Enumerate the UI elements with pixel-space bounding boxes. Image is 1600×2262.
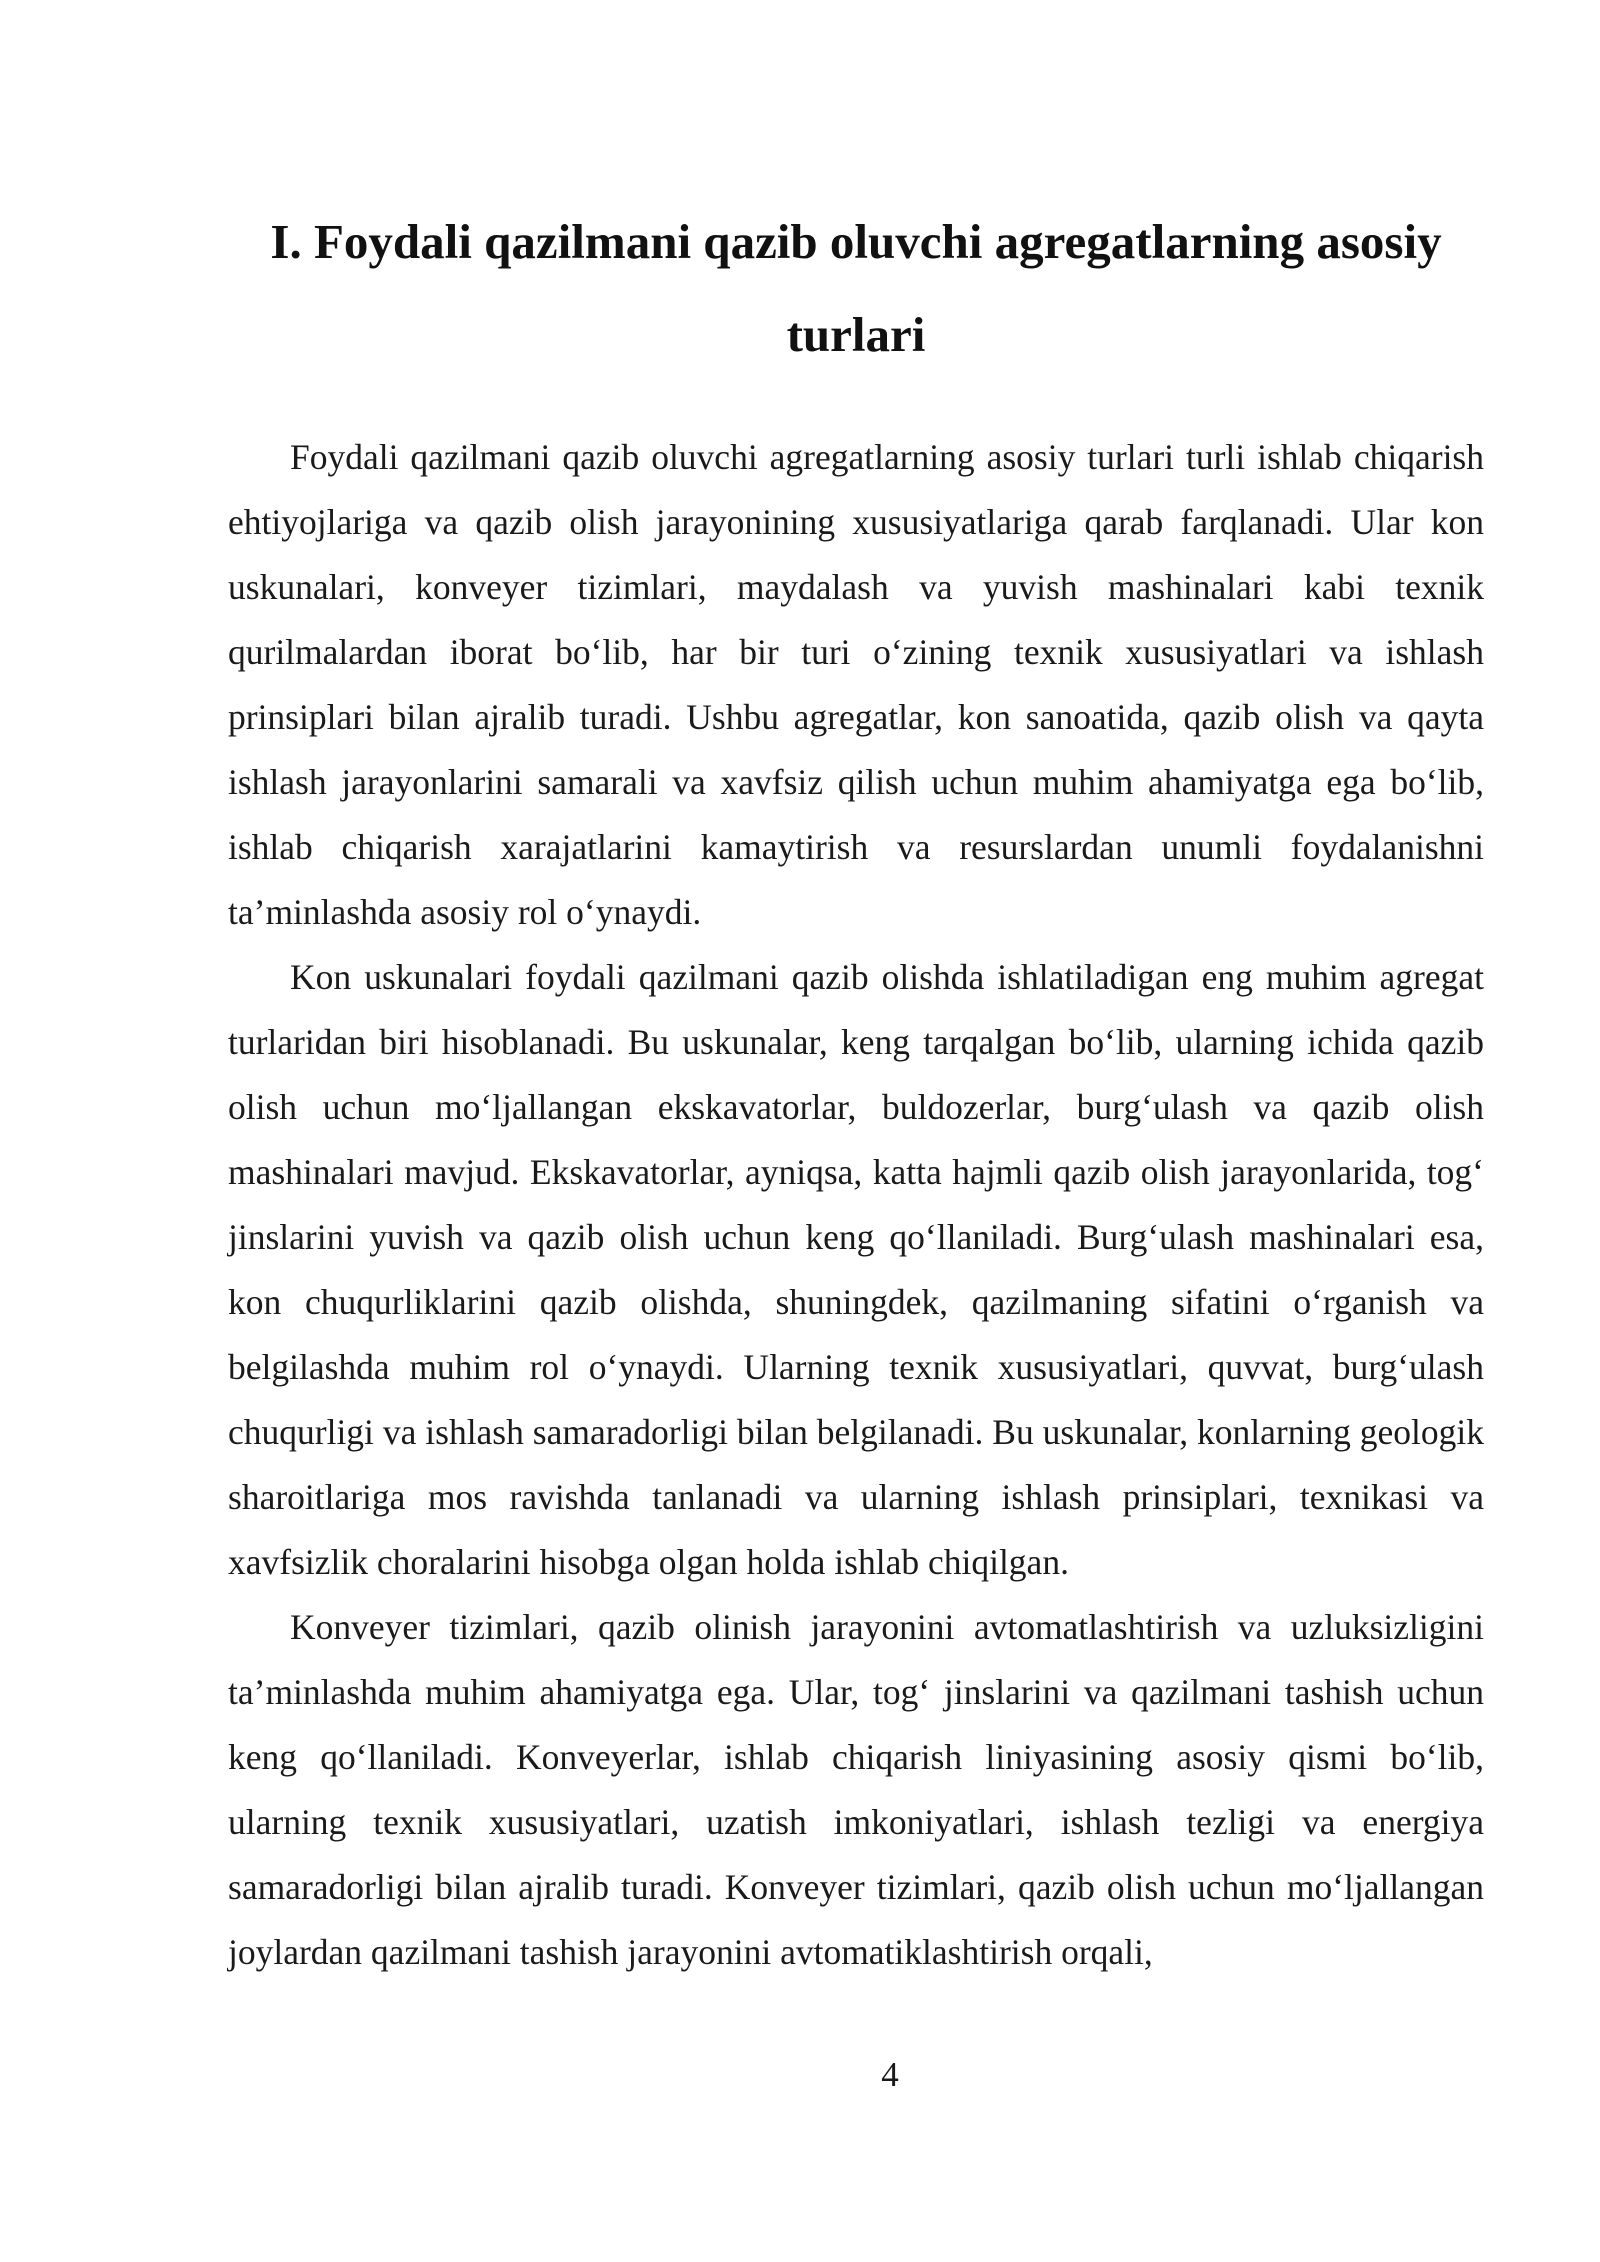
- page-number: 4: [881, 2055, 899, 2094]
- section-title: I. Foydali qazilmani qazib oluvchi agregatlarning asosiy turlari: [270, 214, 1442, 362]
- body-text: [228, 425, 1484, 1985]
- paragraph: Kon uskunalari foydali qazilmani qazib olishda ishlatiladigan eng muhim agregat turlaridan biri hisoblanadi. Bu uskunalar, keng tarqalgan bo‘lib, ularning ichida qazib olish uchun mo‘ljallangan ekskavatorlar, buldozerlar, burg‘ulash va qazib olish mashinalari mavjud. Ekskavatorlar, ayniqsa, katta hajmli qazib olish jarayonlarida, tog‘ jinslarini yuvish va qazib olish uchun keng qo‘llaniladi. Burg‘ulash mashinalari esa, kon chuqurliklarini qazib olishda, shuningdek, qazilmaning sifatini o‘rganish va belgilashda muhim rol o‘ynaydi. Ularning texnik xususiyatlari, quvvat, burg‘ulash chuqurligi va ishlash samaradorligi bilan belgilanadi. Bu uskunalar, konlarning geologik sharoitlariga mos ravishda tanlanadi va ularning ishlash prinsiplari, texnikasi va xavfsizlik choralarini hisobga olgan holda ishlab chiqilgan.: [228, 957, 1484, 1582]
- paragraph: Konveyer tizimlari, qazib olinish jarayonini avtomatlashtirish va uzluksizligini ta’minlashda muhim ahamiyatga ega. Ular, tog‘ jinslarini va qazilmani tashish uchun keng qo‘llaniladi. Konveyerlar, ishlab chiqarish liniyasining asosiy qismi bo‘lib, ularning texnik xususiyatlari, uzatish imkoniyatlari, ishlash tezligi va energiya samaradorligi bilan ajralib turadi. Konveyer tizimlari, qazib olish uchun mo‘ljallangan joylardan qazilmani tashish jarayonini avtomatiklashtirish orqali,: [228, 1607, 1484, 1972]
- paragraph: Foydali qazilmani qazib oluvchi agregatlarning asosiy turlari turli ishlab chiqarish ehtiyojlariga va qazib olish jarayonining xususiyatlariga qarab farqlanadi. Ular kon uskunalari, konveyer tizimlari, maydalash va yuvish mashinalari kabi texnik qurilmalardan iborat bo‘lib, har bir turi o‘zining texnik xususiyatlari va ishlash prinsiplari bilan ajralib turadi. Ushbu agregatlar, kon sanoatida, qazib olish va qayta ishlash jarayonlarini samarali va xavfsiz qilish uchun muhim ahamiyatga ega bo‘lib, ishlab chiqarish xarajatlarini kamaytirish va resurslardan unumli foydalanishni ta’minlashda asosiy rol o‘ynaydi.: [228, 437, 1484, 932]
